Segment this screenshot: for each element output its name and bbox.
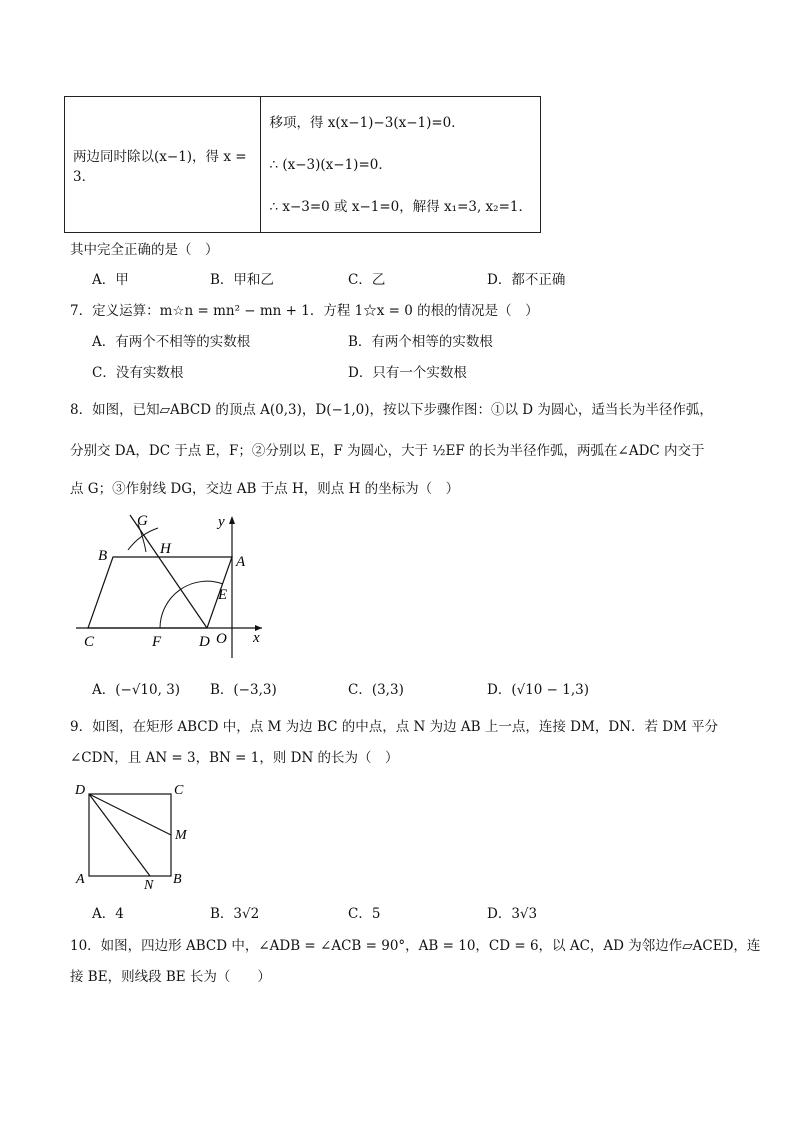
- q8-option-c: C．(3,3): [348, 682, 404, 698]
- label-f: F: [152, 634, 162, 650]
- q8-option-a: A．(−√10, 3): [92, 682, 181, 698]
- q8-option-b: B．(−3,3): [210, 682, 277, 698]
- label-m: M: [175, 828, 187, 843]
- q7-option-a: A．有两个不相等的实数根: [92, 334, 251, 350]
- segment-dm: [89, 794, 171, 835]
- label-a: A: [236, 554, 246, 570]
- label-g: G: [137, 513, 148, 529]
- right-line-1: 移项，得 x(x−1)−3(x−1)=0．: [269, 114, 465, 131]
- q7-option-d: D．只有一个实数根: [348, 365, 467, 381]
- left-cell-text: 两边同时除以(x−1)，得 x = 3．: [73, 148, 247, 185]
- q9-figure: [70, 778, 200, 893]
- table-left-cell: [65, 97, 261, 233]
- q8-stem-line-2: 分别交 DA，DC 于点 E，F；②分别以 E，F 为圆心，大于 ½EF 的长为半径作弧，两弧在∠ADC 内交于: [70, 443, 705, 459]
- label-x: x: [253, 630, 260, 646]
- label-e: E: [218, 587, 228, 603]
- right-line-3: ∴ x−3=0 或 x−1=0，解得 x₁=3, x₂=1．: [269, 198, 532, 215]
- label-n: N: [144, 878, 154, 893]
- q6-option-d: D．都不正确: [487, 272, 566, 288]
- label-c: C: [174, 783, 184, 798]
- segment-dn: [89, 794, 150, 876]
- right-line-2: ∴ (x−3)(x−1)=0．: [269, 156, 392, 173]
- table-right-cell: [261, 97, 541, 233]
- solution-table: [64, 96, 541, 233]
- q6-prompt: 其中完全正确的是（ ）: [70, 242, 219, 258]
- parallelogram-abcd: [88, 557, 232, 628]
- q9-stem-line-2: ∠CDN，且 AN = 3，BN = 1，则 DN 的长为（ ）: [70, 750, 399, 766]
- label-d: D: [199, 634, 210, 650]
- label-b: B: [173, 872, 182, 887]
- label-a: A: [76, 872, 85, 887]
- q7-option-b: B．有两个相等的实数根: [348, 334, 493, 350]
- y-axis-arrow-icon: [229, 516, 235, 524]
- q8-option-d: D．(√10 − 1,3): [487, 682, 590, 698]
- q6-option-a: A．甲: [92, 272, 129, 288]
- label-h: H: [160, 541, 171, 557]
- q8-figure: [70, 508, 270, 663]
- label-y: y: [218, 514, 225, 530]
- label-c: C: [84, 634, 95, 650]
- q8-stem-line-1: 8．如图，已知▱ABCD 的顶点 A(0,3)，D(−1,0)，按以下步骤作图：①以 D 为圆心，适当长为半径作弧，: [70, 402, 713, 418]
- q9-option-a: A．4: [92, 906, 124, 922]
- q7-option-c: C．没有实数根: [92, 365, 184, 381]
- q9-option-d: D．3√3: [487, 906, 538, 922]
- label-o: O: [216, 631, 227, 647]
- rectangle-abcd: [89, 794, 171, 876]
- q8-stem-line-3: 点 G；③作射线 DG，交边 AB 于点 H，则点 H 的坐标为（ ）: [70, 481, 460, 497]
- q9-stem-line-1: 9．如图，在矩形 ABCD 中，点 M 为边 BC 的中点，点 N 为边 AB 上一点，连接 DM，DN．若 DM 平分: [70, 719, 719, 735]
- ray-dg: [130, 515, 207, 628]
- label-d: D: [75, 783, 86, 798]
- q7-stem: 7．定义运算：m☆n = mn² − mn + 1．方程 1☆x = 0 的根的情况是（ ）: [70, 303, 539, 319]
- q6-option-b: B．甲和乙: [210, 272, 274, 288]
- q10-stem-line-1: 10．如图，四边形 ABCD 中，∠ADB = ∠ACB = 90°，AB = 10，CD = 6，以 AC，AD 为邻边作▱ACED，连: [70, 938, 761, 954]
- q9-option-c: C．5: [348, 906, 381, 922]
- label-b: B: [98, 548, 108, 564]
- q10-stem-line-2: 接 BE，则线段 BE 长为（ ）: [70, 969, 271, 985]
- q9-option-b: B．3√2: [210, 906, 260, 922]
- q6-option-c: C．乙: [348, 272, 386, 288]
